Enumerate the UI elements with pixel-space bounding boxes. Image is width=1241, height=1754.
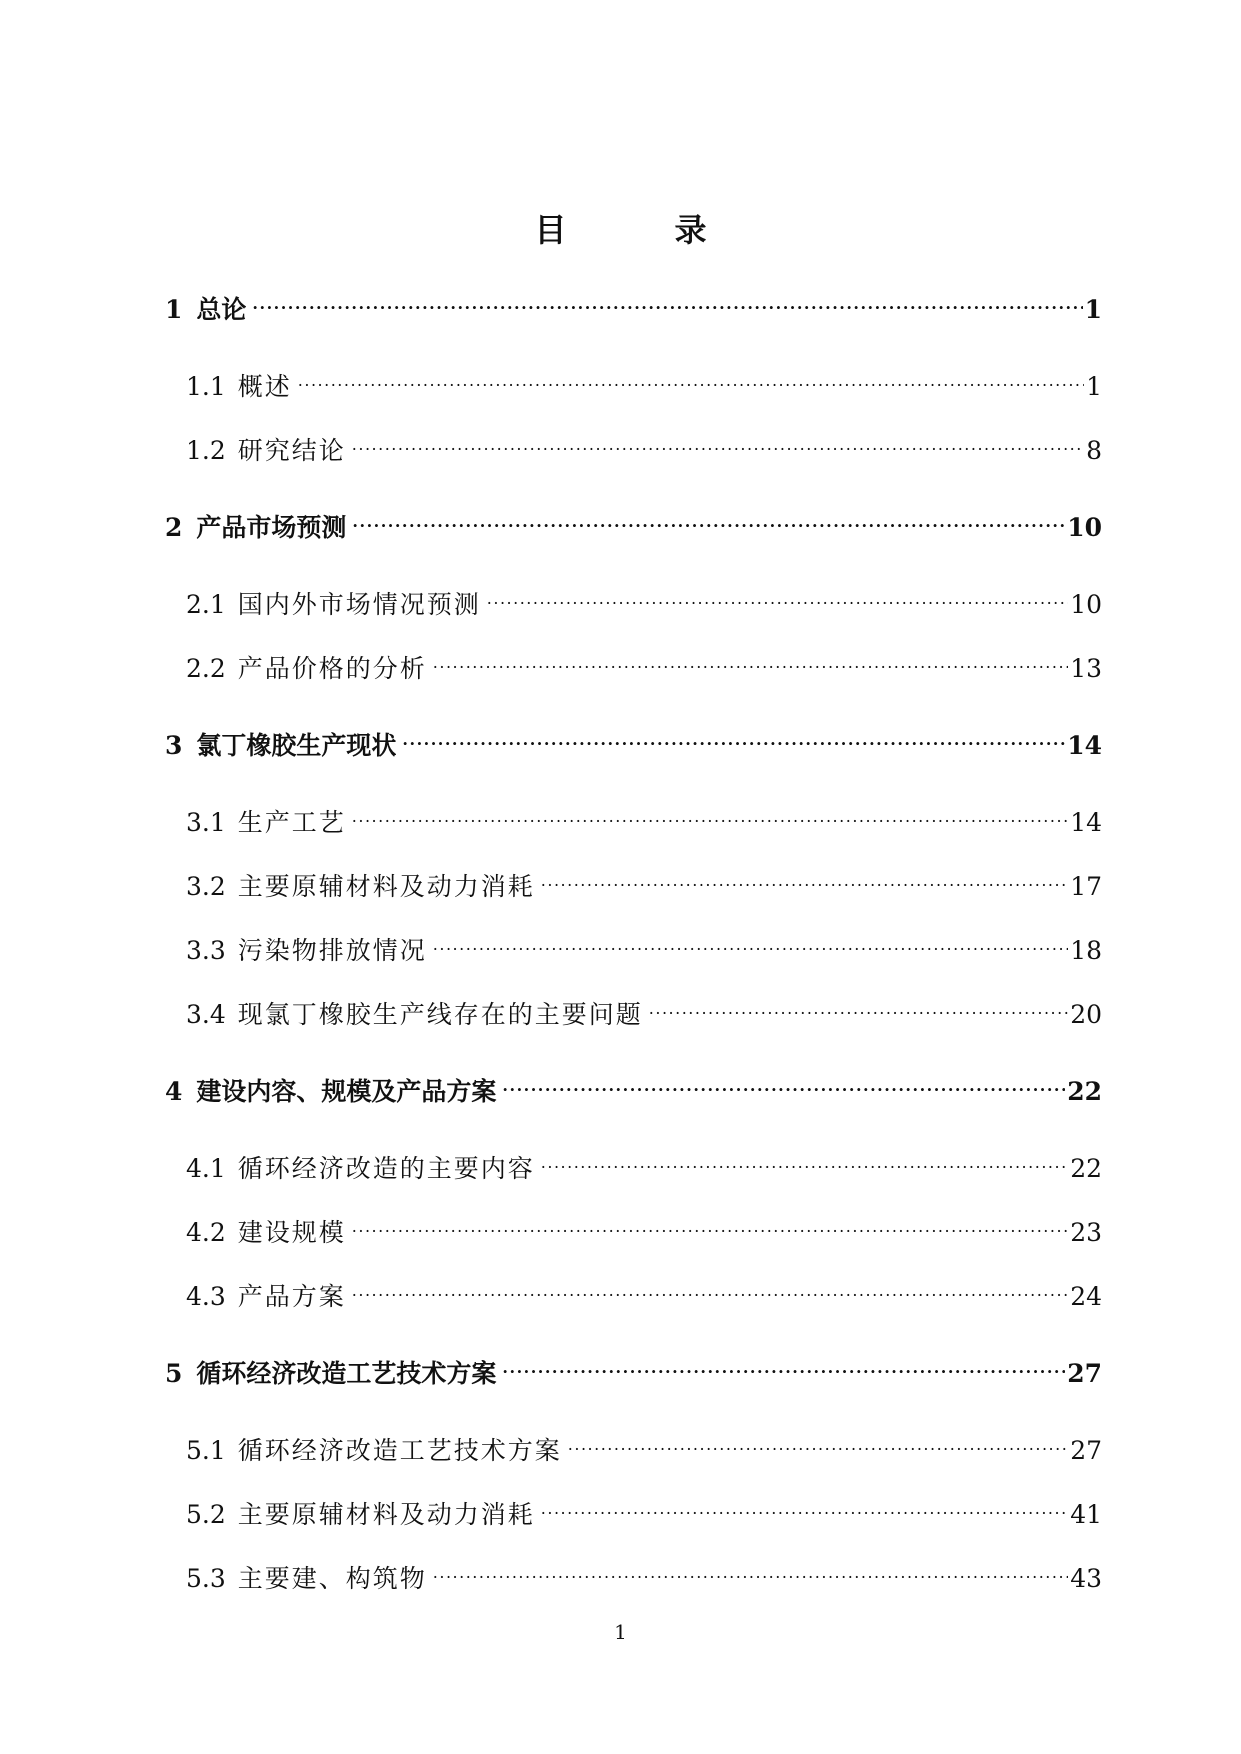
toc-entry-number: 4.3 [186,1282,226,1311]
toc-entry-text: 主要原辅材料及动力消耗 [237,1500,535,1529]
toc-entry[interactable] [186,1489,1102,1529]
toc-leader-dots [541,861,1068,895]
toc-entry-text: 循环经济改造的主要内容 [237,1154,535,1183]
toc-leader-dots [541,1143,1068,1177]
toc-entry-text: 循环经济改造工艺技术方案 [196,1359,497,1388]
toc-entry-text: 建设内容、规模及产品方案 [196,1077,497,1106]
toc-entry-number: 1 [165,295,183,324]
toc-entry-page: 14 [1070,808,1102,837]
toc-entry-number: 3.2 [186,872,226,901]
toc-leader-dots [487,579,1068,613]
toc-entry[interactable] [186,797,1102,837]
toc-entry[interactable] [165,720,1102,760]
toc-entry-page: 1 [1086,372,1102,401]
toc-entry-number: 2 [165,513,183,542]
toc-leader-dots [352,1207,1068,1241]
toc-entry-text: 氯丁橡胶生产现状 [196,731,397,760]
toc-entry-number: 5.2 [186,1500,226,1529]
toc-leader-dots [541,1489,1068,1523]
toc-entry[interactable] [186,361,1102,401]
toc-entry-number: 1.1 [186,372,226,401]
toc-leader-dots [502,1066,1065,1100]
toc-leader-dots [568,1425,1068,1459]
toc-entry-page: 13 [1070,654,1102,683]
toc-entry-text: 产品价格的分析 [237,654,427,683]
toc-entry-page: 22 [1067,1077,1102,1106]
toc-entry-page: 27 [1067,1359,1102,1388]
toc-entry-number: 5.1 [186,1436,226,1465]
toc-entry-number: 2.2 [186,654,226,683]
toc-leader-dots [352,797,1068,831]
toc-entry-text: 概述 [237,372,292,401]
toc-entry-number: 3 [165,731,183,760]
toc-entry-page: 41 [1070,1500,1102,1529]
page-number: 1 [614,1620,627,1644]
toc-title: 目 录 [534,211,745,249]
toc-entry-page: 10 [1067,513,1102,542]
toc-entry[interactable] [186,925,1102,965]
toc-leader-dots [352,502,1065,536]
toc-entry-number: 5 [165,1359,183,1388]
toc-entry-number: 3.4 [186,1000,226,1029]
toc-entry-page: 1 [1084,295,1102,324]
toc-leader-dots [433,1553,1068,1587]
toc-entry-page: 23 [1070,1218,1102,1247]
toc-entry[interactable] [186,1425,1102,1465]
toc-entry-page: 14 [1067,731,1102,760]
toc-entry-text: 建设规模 [237,1218,346,1247]
toc-entry-text: 研究结论 [237,436,346,465]
toc-leader-dots [352,1271,1068,1305]
toc-entry[interactable] [186,643,1102,683]
toc-entry-page: 18 [1070,936,1102,965]
toc-entry-number: 3.3 [186,936,226,965]
toc-leader-dots [433,643,1068,677]
toc-entry-text: 现氯丁橡胶生产线存在的主要问题 [237,1000,643,1029]
toc-entry-number: 3.1 [186,808,226,837]
toc-entry[interactable] [186,1271,1102,1311]
toc-entry[interactable] [186,1207,1102,1247]
toc-entry[interactable] [165,284,1102,324]
toc-entry-page: 22 [1070,1154,1102,1183]
toc-entry-text: 产品方案 [237,1282,346,1311]
toc-entry[interactable] [186,989,1102,1029]
toc-entry-page: 17 [1070,872,1102,901]
toc-entry-text: 主要建、构筑物 [237,1564,427,1593]
toc-entry[interactable] [165,1066,1102,1106]
toc-entry-text: 生产工艺 [237,808,346,837]
toc-entry-text: 国内外市场情况预测 [237,590,481,619]
toc-entry-number: 1.2 [186,436,226,465]
toc-leader-dots [352,425,1084,459]
toc-entry[interactable] [186,861,1102,901]
toc-entry-number: 4 [165,1077,183,1106]
toc-entry-text: 总论 [196,295,247,324]
toc-entry-page: 27 [1070,1436,1102,1465]
toc-leader-dots [298,361,1084,395]
toc-leader-dots [502,1348,1065,1382]
toc-entry-number: 5.3 [186,1564,226,1593]
toc-entry-page: 24 [1070,1282,1102,1311]
toc-entry-text: 主要原辅材料及动力消耗 [237,872,535,901]
toc-entry[interactable] [186,1143,1102,1183]
toc-entry-number: 4.1 [186,1154,226,1183]
toc-entry[interactable] [186,1553,1102,1593]
toc-leader-dots [433,925,1068,959]
toc-entry[interactable] [186,579,1102,619]
toc-entry-page: 8 [1086,436,1102,465]
toc-entry-number: 2.1 [186,590,226,619]
toc-leader-dots [649,989,1068,1023]
toc-entry[interactable] [165,1348,1102,1388]
toc-entry-page: 43 [1070,1564,1102,1593]
toc-entry-page: 20 [1070,1000,1102,1029]
toc-entry-number: 4.2 [186,1218,226,1247]
toc-entry[interactable] [186,425,1102,465]
toc-entry[interactable] [165,502,1102,542]
toc-entry-text: 污染物排放情况 [237,936,427,965]
toc-entry-page: 10 [1070,590,1102,619]
toc-entry-text: 循环经济改造工艺技术方案 [237,1436,562,1465]
toc-leader-dots [252,284,1082,318]
toc-entry-text: 产品市场预测 [196,513,347,542]
toc-leader-dots [402,720,1065,754]
